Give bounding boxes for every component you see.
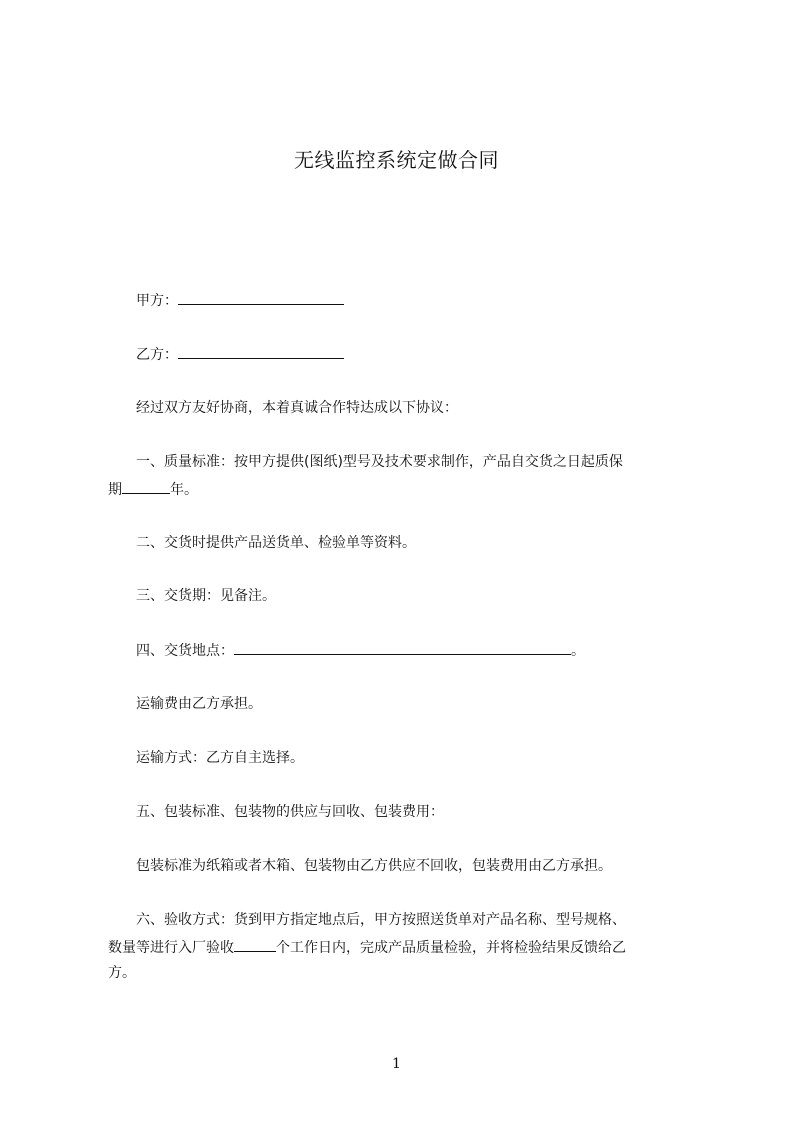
- clause-5-paragraph: 五、包装标准、包装物的供应与回收、包装费用：: [136, 804, 444, 820]
- clause-6-line-2-end: 个工作日内，完成产品质量检验，并将检验结果反馈给乙: [276, 940, 626, 956]
- clause-6-line-2-start: 数量等进行入厂验收: [108, 940, 234, 956]
- warranty-years-blank: [122, 479, 170, 494]
- packaging-paragraph: 包装标准为纸箱或者木箱、包装物由乙方供应不回收，包装费用由乙方承担。: [136, 858, 612, 874]
- clause-6-line-1: 六、验收方式：货到甲方指定地点后，甲方按照送货单对产品名称、型号规格、: [136, 912, 626, 928]
- clause-3-paragraph: 三、交货期：见备注。: [136, 588, 276, 604]
- clause-1-line-1: 一、质量标准：按甲方提供(图纸)型号及技术要求制作，产品自交货之日起质保: [136, 454, 623, 470]
- clause-1-years-label: 年。: [170, 482, 198, 498]
- clause-4-end: 。: [571, 643, 585, 659]
- clause-6-line-2: [108, 937, 626, 958]
- intro-paragraph: 经过双方友好协商，本着真诚合作特达成以下协议：: [136, 400, 458, 416]
- document-title: 无线监控系统定做合同: [294, 148, 499, 172]
- page-number: 1: [392, 1056, 401, 1072]
- transport-paragraph: 运输方式：乙方自主选择。: [136, 750, 304, 766]
- clause-4-line: [136, 640, 585, 661]
- clause-1-line-2: [108, 479, 198, 500]
- clause-4-label: 四、交货地点：: [136, 643, 234, 659]
- party-a-label: 甲方：: [136, 293, 178, 309]
- party-a-line: [136, 290, 344, 311]
- clause-1-period-label: 期: [108, 482, 122, 498]
- party-b-line: [136, 344, 344, 365]
- party-b-label: 乙方：: [136, 347, 178, 363]
- freight-paragraph: 运输费由乙方承担。: [136, 696, 262, 712]
- delivery-location-blank: [234, 640, 571, 655]
- party-a-blank: [178, 290, 344, 305]
- clause-6-line-3: 方。: [108, 965, 136, 981]
- clause-2-paragraph: 二、交货时提供产品送货单、检验单等资料。: [136, 535, 416, 551]
- party-b-blank: [178, 344, 344, 359]
- inspection-days-blank: [234, 937, 276, 952]
